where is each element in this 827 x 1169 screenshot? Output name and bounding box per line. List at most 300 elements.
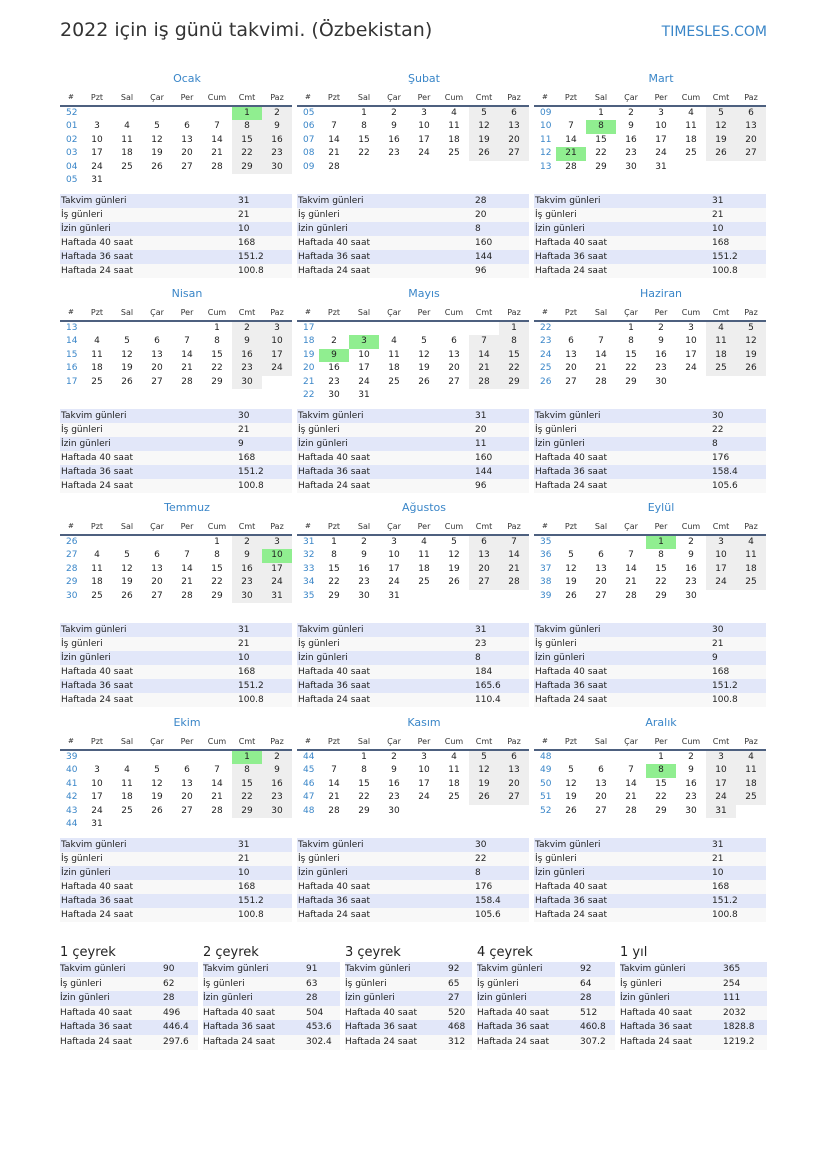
day-cell[interactable]: 21 (625, 577, 637, 588)
day-cell[interactable]: 4 (688, 108, 694, 118)
day-cell[interactable]: 3 (94, 121, 100, 132)
day-cell[interactable]: 27 (736, 147, 766, 160)
day-cell[interactable]: 31 (655, 161, 667, 172)
day-cell[interactable]: 10 (706, 549, 736, 562)
day-cell[interactable]: 24 (418, 792, 430, 803)
day-cell[interactable]: 26 (736, 362, 766, 375)
day-cell[interactable]: 4 (94, 336, 100, 347)
day-cell[interactable]: 23 (685, 577, 697, 588)
day-cell[interactable]: 2 (361, 537, 367, 547)
day-cell[interactable]: 27 (565, 376, 577, 387)
day-cell[interactable]: 27 (595, 590, 607, 601)
day-cell[interactable]: 9 (262, 120, 292, 133)
day-cell[interactable]: 14 (565, 134, 577, 145)
day-cell[interactable]: 26 (448, 577, 460, 588)
day-cell[interactable]: 22 (499, 362, 529, 375)
day-cell[interactable]: 17 (91, 792, 103, 803)
day-cell[interactable]: 13 (565, 349, 577, 360)
day-cell[interactable]: 6 (736, 107, 766, 120)
day-cell[interactable]: 3 (706, 536, 736, 549)
day-cell[interactable]: 29 (655, 590, 667, 601)
day-cell[interactable]: 4 (451, 752, 457, 762)
day-cell[interactable]: 5 (706, 107, 736, 120)
day-cell[interactable]: 29 (211, 376, 223, 387)
day-cell[interactable]: 4 (451, 108, 457, 118)
day-cell[interactable]: 2 (688, 537, 694, 547)
day-cell[interactable]: 22 (595, 148, 607, 159)
day-cell[interactable]: 3 (391, 537, 397, 547)
day-cell[interactable]: 5 (124, 550, 130, 561)
day-cell[interactable]: 14 (625, 563, 637, 574)
day-cell[interactable]: 30 (685, 805, 697, 816)
day-cell[interactable]: 8 (232, 764, 262, 777)
day-cell[interactable]: 30 (232, 590, 262, 603)
day-cell[interactable]: 22 (625, 363, 637, 374)
day-cell[interactable]: 3 (421, 752, 427, 762)
day-cell[interactable]: 28 (181, 590, 193, 601)
day-cell[interactable]: 25 (121, 805, 133, 816)
day-cell[interactable]: 9 (391, 121, 397, 132)
day-cell[interactable]: 24 (685, 363, 697, 374)
day-cell[interactable]: 3 (421, 108, 427, 118)
day-cell[interactable]: 22 (232, 147, 262, 160)
day-cell[interactable]: 15 (625, 349, 637, 360)
day-cell[interactable]: 10 (418, 765, 430, 776)
day-cell[interactable]: 25 (736, 791, 766, 804)
day-cell[interactable]: 2 (262, 751, 292, 764)
day-cell[interactable]: 7 (214, 765, 220, 776)
day-cell[interactable]: 14 (181, 349, 193, 360)
day-cell[interactable]: 11 (706, 335, 736, 348)
day-cell[interactable]: 24 (655, 148, 667, 159)
day-cell[interactable]: 7 (598, 336, 604, 347)
day-cell[interactable]: 17 (91, 148, 103, 159)
day-cell[interactable]: 26 (565, 805, 577, 816)
day-cell[interactable]: 21 (625, 792, 637, 803)
day-cell[interactable]: 19 (706, 134, 736, 147)
day-cell[interactable]: 10 (388, 550, 400, 561)
day-cell[interactable]: 21 (181, 363, 193, 374)
day-cell[interactable]: 18 (121, 792, 133, 803)
day-cell[interactable]: 26 (469, 791, 499, 804)
day-cell[interactable]: 31 (262, 590, 292, 603)
day-cell[interactable]: 24 (91, 161, 103, 172)
day-cell[interactable]: 14 (181, 563, 193, 574)
day-cell[interactable]: 27 (499, 147, 529, 160)
day-cell[interactable]: 6 (568, 336, 574, 347)
day-cell[interactable]: 20 (595, 792, 607, 803)
day-cell[interactable]: 12 (448, 550, 460, 561)
day-cell[interactable]: 22 (211, 577, 223, 588)
day-cell[interactable]: 16 (655, 349, 667, 360)
day-cell[interactable]: 1 (331, 537, 337, 547)
day-cell[interactable]: 16 (262, 778, 292, 791)
day-cell[interactable]: 1 (598, 108, 604, 118)
day-cell[interactable]: 29 (595, 161, 607, 172)
day-cell[interactable]: 28 (328, 161, 340, 172)
day-cell[interactable]: 20 (181, 148, 193, 159)
day-cell[interactable]: 17 (685, 349, 697, 360)
day-cell[interactable]: 16 (262, 134, 292, 147)
day-cell[interactable]: 29 (499, 376, 529, 389)
day-cell[interactable]: 2 (688, 752, 694, 762)
day-cell[interactable]: 3 (262, 322, 292, 335)
day-cell[interactable]: 18 (388, 363, 400, 374)
day-cell[interactable]: 30 (232, 376, 262, 389)
day-cell[interactable]: 1 (628, 323, 634, 333)
day-cell[interactable]: 25 (121, 161, 133, 172)
day-cell[interactable]: 2 (658, 323, 664, 333)
day-cell[interactable]: 19 (565, 792, 577, 803)
holiday-day[interactable]: 1 (232, 107, 262, 120)
day-cell[interactable]: 22 (655, 792, 667, 803)
day-cell[interactable]: 10 (91, 778, 103, 789)
day-cell[interactable]: 6 (451, 336, 457, 347)
day-cell[interactable]: 3 (688, 323, 694, 333)
day-cell[interactable]: 28 (328, 805, 340, 816)
day-cell[interactable]: 31 (91, 174, 103, 185)
day-cell[interactable]: 11 (121, 778, 133, 789)
day-cell[interactable]: 27 (151, 590, 163, 601)
day-cell[interactable]: 21 (499, 563, 529, 576)
day-cell[interactable]: 2 (262, 107, 292, 120)
day-cell[interactable]: 11 (91, 349, 103, 360)
day-cell[interactable]: 6 (598, 550, 604, 561)
day-cell[interactable]: 18 (418, 563, 430, 574)
day-cell[interactable]: 14 (211, 134, 223, 145)
day-cell[interactable]: 30 (262, 161, 292, 174)
day-cell[interactable]: 21 (469, 362, 499, 375)
day-cell[interactable]: 7 (628, 765, 634, 776)
day-cell[interactable]: 25 (388, 376, 400, 387)
day-cell[interactable]: 18 (736, 563, 766, 576)
day-cell[interactable]: 4 (391, 336, 397, 347)
day-cell[interactable]: 15 (358, 778, 370, 789)
day-cell[interactable]: 27 (181, 805, 193, 816)
day-cell[interactable]: 29 (358, 805, 370, 816)
day-cell[interactable]: 13 (469, 549, 499, 562)
day-cell[interactable]: 2 (391, 752, 397, 762)
day-cell[interactable]: 11 (91, 563, 103, 574)
day-cell[interactable]: 29 (655, 805, 667, 816)
day-cell[interactable]: 22 (211, 363, 223, 374)
day-cell[interactable]: 5 (154, 765, 160, 776)
day-cell[interactable]: 25 (448, 148, 460, 159)
day-cell[interactable]: 4 (124, 765, 130, 776)
day-cell[interactable]: 29 (232, 161, 262, 174)
day-cell[interactable]: 29 (328, 590, 340, 601)
day-cell[interactable]: 23 (388, 148, 400, 159)
day-cell[interactable]: 1 (361, 108, 367, 118)
day-cell[interactable]: 9 (391, 765, 397, 776)
holiday-day[interactable]: 9 (319, 349, 349, 362)
day-cell[interactable]: 7 (628, 550, 634, 561)
day-cell[interactable]: 17 (262, 563, 292, 576)
day-cell[interactable]: 13 (448, 349, 460, 360)
day-cell[interactable]: 13 (151, 349, 163, 360)
day-cell[interactable]: 23 (232, 576, 262, 589)
day-cell[interactable]: 30 (625, 161, 637, 172)
holiday-day[interactable]: 1 (232, 751, 262, 764)
day-cell[interactable]: 5 (154, 121, 160, 132)
day-cell[interactable]: 5 (124, 336, 130, 347)
day-cell[interactable]: 28 (625, 590, 637, 601)
day-cell[interactable]: 15 (211, 349, 223, 360)
day-cell[interactable]: 9 (232, 549, 262, 562)
day-cell[interactable]: 22 (358, 148, 370, 159)
day-cell[interactable]: 5 (421, 336, 427, 347)
day-cell[interactable]: 25 (706, 362, 736, 375)
day-cell[interactable]: 18 (91, 577, 103, 588)
brand-link[interactable]: TIMESLES.COM (661, 24, 767, 40)
day-cell[interactable]: 18 (685, 134, 697, 145)
day-cell[interactable]: 13 (151, 563, 163, 574)
day-cell[interactable]: 10 (358, 349, 370, 360)
day-cell[interactable]: 31 (358, 389, 370, 400)
day-cell[interactable]: 13 (499, 120, 529, 133)
day-cell[interactable]: 4 (736, 751, 766, 764)
day-cell[interactable]: 24 (358, 376, 370, 387)
day-cell[interactable]: 20 (499, 134, 529, 147)
day-cell[interactable]: 22 (358, 792, 370, 803)
day-cell[interactable]: 11 (685, 121, 697, 132)
day-cell[interactable]: 7 (214, 121, 220, 132)
day-cell[interactable]: 29 (232, 805, 262, 818)
day-cell[interactable]: 2 (232, 322, 262, 335)
day-cell[interactable]: 28 (595, 376, 607, 387)
day-cell[interactable]: 19 (151, 792, 163, 803)
day-cell[interactable]: 8 (361, 121, 367, 132)
day-cell[interactable]: 27 (499, 791, 529, 804)
day-cell[interactable]: 19 (121, 577, 133, 588)
day-cell[interactable]: 29 (625, 376, 637, 387)
day-cell[interactable]: 4 (706, 322, 736, 335)
day-cell[interactable]: 24 (706, 791, 736, 804)
day-cell[interactable]: 27 (151, 376, 163, 387)
day-cell[interactable]: 10 (418, 121, 430, 132)
day-cell[interactable]: 1 (214, 537, 220, 547)
day-cell[interactable]: 24 (388, 577, 400, 588)
day-cell[interactable]: 1 (361, 752, 367, 762)
day-cell[interactable]: 16 (328, 363, 340, 374)
day-cell[interactable]: 26 (121, 590, 133, 601)
day-cell[interactable]: 21 (211, 792, 223, 803)
day-cell[interactable]: 23 (655, 363, 667, 374)
day-cell[interactable]: 17 (262, 349, 292, 362)
day-cell[interactable]: 9 (688, 550, 694, 561)
day-cell[interactable]: 21 (181, 577, 193, 588)
holiday-day[interactable]: 21 (556, 147, 586, 160)
day-cell[interactable]: 13 (595, 778, 607, 789)
day-cell[interactable]: 20 (469, 563, 499, 576)
day-cell[interactable]: 28 (211, 805, 223, 816)
day-cell[interactable]: 23 (625, 148, 637, 159)
day-cell[interactable]: 26 (469, 147, 499, 160)
day-cell[interactable]: 24 (418, 148, 430, 159)
day-cell[interactable]: 12 (151, 134, 163, 145)
day-cell[interactable]: 9 (628, 121, 634, 132)
day-cell[interactable]: 10 (685, 336, 697, 347)
day-cell[interactable]: 18 (736, 778, 766, 791)
day-cell[interactable]: 4 (421, 537, 427, 547)
day-cell[interactable]: 31 (388, 590, 400, 601)
day-cell[interactable]: 5 (469, 107, 499, 120)
day-cell[interactable]: 11 (388, 349, 400, 360)
day-cell[interactable]: 8 (232, 120, 262, 133)
day-cell[interactable]: 16 (232, 563, 262, 576)
day-cell[interactable]: 14 (469, 349, 499, 362)
day-cell[interactable]: 17 (655, 134, 667, 145)
day-cell[interactable]: 6 (184, 765, 190, 776)
day-cell[interactable]: 19 (736, 349, 766, 362)
day-cell[interactable]: 3 (658, 108, 664, 118)
day-cell[interactable]: 3 (94, 765, 100, 776)
day-cell[interactable]: 8 (658, 550, 664, 561)
day-cell[interactable]: 23 (358, 577, 370, 588)
day-cell[interactable]: 7 (499, 536, 529, 549)
day-cell[interactable]: 17 (358, 363, 370, 374)
day-cell[interactable]: 23 (685, 792, 697, 803)
day-cell[interactable]: 8 (361, 765, 367, 776)
day-cell[interactable]: 16 (358, 563, 370, 574)
day-cell[interactable]: 14 (211, 778, 223, 789)
day-cell[interactable]: 26 (151, 805, 163, 816)
day-cell[interactable]: 25 (418, 577, 430, 588)
day-cell[interactable]: 16 (388, 778, 400, 789)
day-cell[interactable]: 5 (469, 751, 499, 764)
day-cell[interactable]: 27 (595, 805, 607, 816)
day-cell[interactable]: 1 (658, 752, 664, 762)
day-cell[interactable]: 22 (232, 791, 262, 804)
day-cell[interactable]: 15 (595, 134, 607, 145)
day-cell[interactable]: 15 (211, 563, 223, 574)
day-cell[interactable]: 19 (469, 778, 499, 791)
day-cell[interactable]: 6 (154, 336, 160, 347)
day-cell[interactable]: 8 (499, 335, 529, 348)
day-cell[interactable]: 31 (706, 805, 736, 818)
day-cell[interactable]: 16 (685, 778, 697, 789)
day-cell[interactable]: 28 (499, 576, 529, 589)
day-cell[interactable]: 25 (685, 148, 697, 159)
day-cell[interactable]: 19 (121, 363, 133, 374)
day-cell[interactable]: 21 (595, 363, 607, 374)
day-cell[interactable]: 15 (655, 563, 667, 574)
day-cell[interactable]: 15 (232, 778, 262, 791)
day-cell[interactable]: 11 (448, 765, 460, 776)
day-cell[interactable]: 13 (181, 134, 193, 145)
day-cell[interactable]: 24 (262, 362, 292, 375)
day-cell[interactable]: 4 (736, 536, 766, 549)
day-cell[interactable]: 7 (469, 335, 499, 348)
day-cell[interactable]: 13 (499, 764, 529, 777)
day-cell[interactable]: 30 (685, 590, 697, 601)
day-cell[interactable]: 26 (418, 376, 430, 387)
day-cell[interactable]: 23 (328, 376, 340, 387)
day-cell[interactable]: 11 (736, 764, 766, 777)
day-cell[interactable]: 19 (448, 563, 460, 574)
day-cell[interactable]: 20 (448, 363, 460, 374)
day-cell[interactable]: 2 (232, 536, 262, 549)
day-cell[interactable]: 28 (565, 161, 577, 172)
day-cell[interactable]: 17 (418, 778, 430, 789)
day-cell[interactable]: 12 (151, 778, 163, 789)
day-cell[interactable]: 12 (469, 120, 499, 133)
day-cell[interactable]: 20 (181, 792, 193, 803)
day-cell[interactable]: 30 (358, 590, 370, 601)
day-cell[interactable]: 6 (184, 121, 190, 132)
day-cell[interactable]: 26 (121, 376, 133, 387)
day-cell[interactable]: 10 (706, 764, 736, 777)
day-cell[interactable]: 14 (328, 778, 340, 789)
day-cell[interactable]: 18 (91, 363, 103, 374)
day-cell[interactable]: 16 (625, 134, 637, 145)
day-cell[interactable]: 26 (151, 161, 163, 172)
day-cell[interactable]: 18 (448, 778, 460, 789)
day-cell[interactable]: 24 (91, 805, 103, 816)
day-cell[interactable]: 19 (418, 363, 430, 374)
day-cell[interactable]: 15 (358, 134, 370, 145)
day-cell[interactable]: 5 (736, 322, 766, 335)
day-cell[interactable]: 30 (655, 376, 667, 387)
day-cell[interactable]: 2 (391, 108, 397, 118)
day-cell[interactable]: 12 (121, 563, 133, 574)
day-cell[interactable]: 12 (418, 349, 430, 360)
day-cell[interactable]: 21 (328, 792, 340, 803)
day-cell[interactable]: 7 (568, 121, 574, 132)
day-cell[interactable]: 16 (232, 349, 262, 362)
day-cell[interactable]: 5 (568, 550, 574, 561)
day-cell[interactable]: 24 (706, 576, 736, 589)
day-cell[interactable]: 6 (598, 765, 604, 776)
day-cell[interactable]: 15 (328, 563, 340, 574)
day-cell[interactable]: 7 (184, 336, 190, 347)
day-cell[interactable]: 15 (655, 778, 667, 789)
day-cell[interactable]: 13 (736, 120, 766, 133)
day-cell[interactable]: 9 (262, 764, 292, 777)
day-cell[interactable]: 7 (331, 121, 337, 132)
day-cell[interactable]: 9 (658, 336, 664, 347)
day-cell[interactable]: 27 (181, 161, 193, 172)
day-cell[interactable]: 6 (499, 751, 529, 764)
day-cell[interactable]: 4 (124, 121, 130, 132)
day-cell[interactable]: 2 (628, 108, 634, 118)
holiday-day[interactable]: 1 (646, 536, 676, 549)
day-cell[interactable]: 1 (214, 323, 220, 333)
day-cell[interactable]: 26 (565, 590, 577, 601)
day-cell[interactable]: 23 (262, 147, 292, 160)
day-cell[interactable]: 5 (568, 765, 574, 776)
day-cell[interactable]: 25 (91, 590, 103, 601)
day-cell[interactable]: 28 (181, 376, 193, 387)
day-cell[interactable]: 30 (388, 805, 400, 816)
day-cell[interactable]: 7 (331, 765, 337, 776)
day-cell[interactable]: 28 (211, 161, 223, 172)
day-cell[interactable]: 6 (499, 107, 529, 120)
day-cell[interactable]: 18 (121, 148, 133, 159)
day-cell[interactable]: 22 (655, 577, 667, 588)
day-cell[interactable]: 5 (451, 537, 457, 547)
day-cell[interactable]: 14 (328, 134, 340, 145)
day-cell[interactable]: 17 (418, 134, 430, 145)
day-cell[interactable]: 21 (328, 148, 340, 159)
day-cell[interactable]: 28 (625, 805, 637, 816)
day-cell[interactable]: 19 (469, 134, 499, 147)
holiday-day[interactable]: 10 (262, 549, 292, 562)
day-cell[interactable]: 25 (448, 792, 460, 803)
day-cell[interactable]: 16 (388, 134, 400, 145)
day-cell[interactable]: 27 (469, 576, 499, 589)
day-cell[interactable]: 12 (706, 120, 736, 133)
